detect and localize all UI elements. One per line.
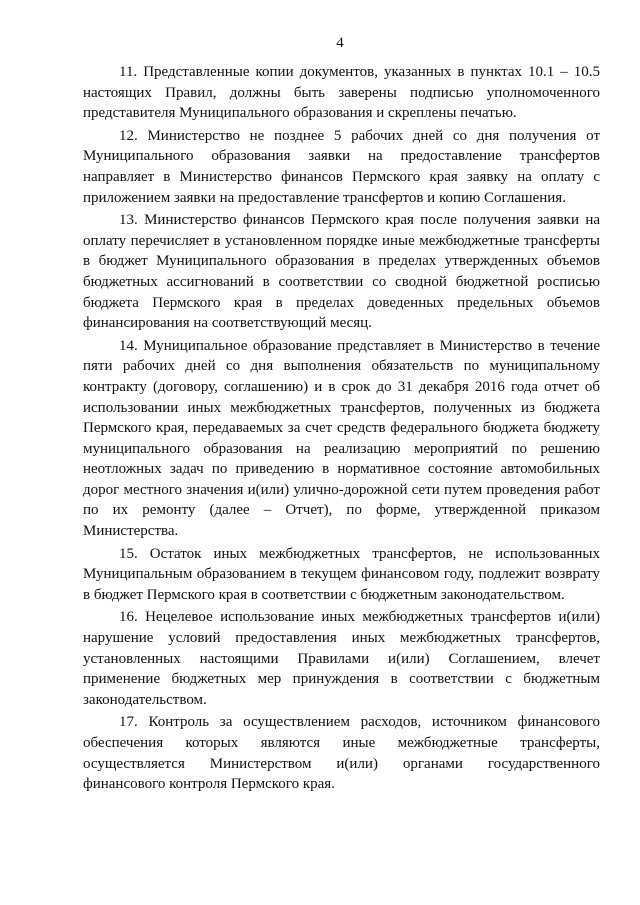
- paragraph-16: 16. Нецелевое использование иных межбюджетных трансфертов и(или) нарушение условий предоставления иных межбюджетных трансфертов, установленных настоящими Правилами и(или) Соглашением, влечет применение бюджетных мер принуждения в соответствии с бюджетным законодательством.: [83, 609, 600, 708]
- paragraph-15: 15. Остаток иных межбюджетных трансфертов, не использованных Муниципальным образованием в текущем финансовом году, подлежит возврату в бюджет Пермского края в соответствии с бюджетным законодательством.: [83, 545, 600, 603]
- paragraph-12: 12. Министерство не позднее 5 рабочих дней со дня получения от Муниципального образования заявки на предоставление трансфертов направляет в Министерство финансов Пермского края заявку на оплату с приложением заявки на предоставление трансфертов и копию Соглашения.: [83, 127, 600, 206]
- document-body: [83, 62, 600, 797]
- paragraph-11: 11. Представленные копии документов, указанных в пунктах 10.1 – 10.5 настоящих Правил, должны быть заверены подписью уполномоченного представителя Муниципального образования и скреплены печатью.: [83, 64, 600, 122]
- paragraph-13: 13. Министерство финансов Пермского края после получения заявки на оплату перечисляет в установленном порядке иные межбюджетные трансферты в бюджет Муниципального образования в пределах утвержденных объемов бюджетных ассигнований в соответствии со сводной бюджетной росписью бюджета Пермского края в пределах доведенных предельных объемов финансирования на соответствующий месяц.: [83, 212, 600, 332]
- paragraph-14: 14. Муниципальное образование представляет в Министерство в течение пяти рабочих дней со дня выполнения обязательств по муниципальному контракту (договору, соглашению) и в срок до 31 декабря 2016 года отчет об использовании иных межбюджетных трансфертов, полученных из бюджета Пермского края, передаваемых за счет средств федерального бюджета бюджету муниципального образования на реализацию мероприятий по решению неотложных задач по приведению в нормативное состояние автомобильных дорог местного значения и(или) улично-дорожной сети путем проведения работ по их ремонту (далее – Отчет), по форме, утвержденной приказом Министерства.: [83, 337, 600, 540]
- paragraph-17: 17. Контроль за осуществлением расходов, источником финансового обеспечения которых являются иные межбюджетные трансферты, осуществляется Министерством и(или) органами государственного финансового контроля Пермского края.: [83, 714, 600, 793]
- page-number: 4: [336, 35, 344, 51]
